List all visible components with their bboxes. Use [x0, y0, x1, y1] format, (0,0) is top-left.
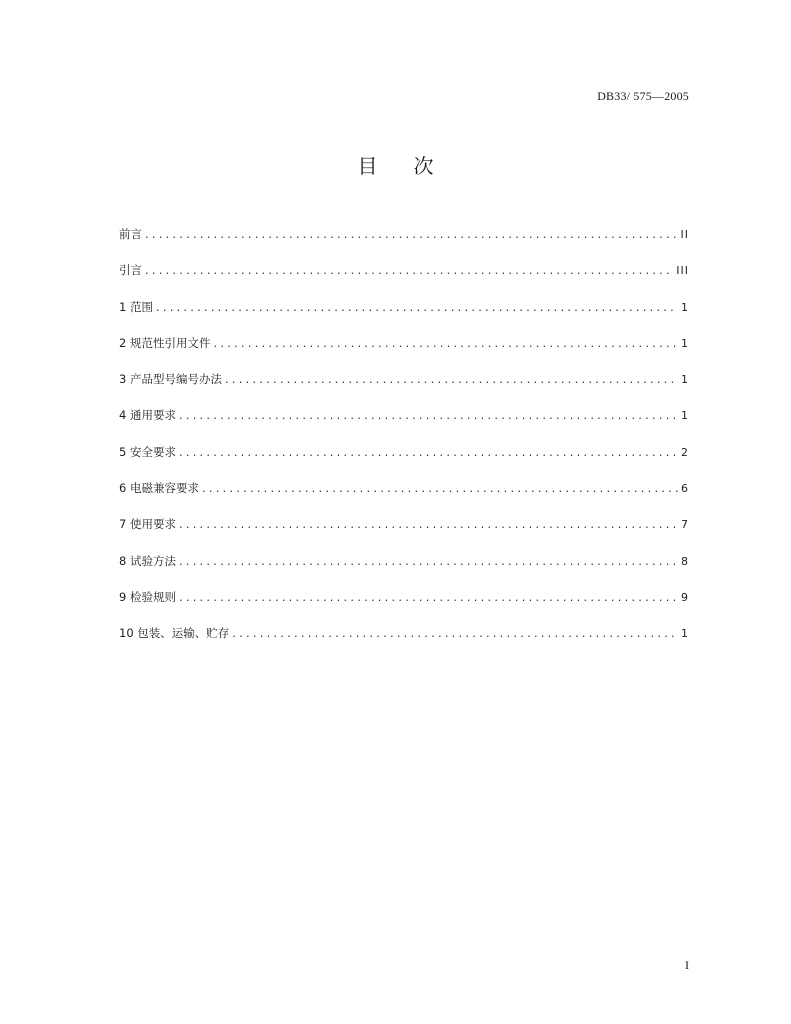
- toc-entry-page: 1: [681, 336, 689, 350]
- toc-entry-page: III: [676, 264, 689, 278]
- toc-entry-label: 前言: [119, 227, 142, 241]
- toc-entry-label: 引言: [119, 263, 142, 278]
- toc-entry-emc-requirements[interactable]: [119, 480, 689, 516]
- toc-entry-normative-references[interactable]: [119, 335, 689, 371]
- toc-entry-label: 4 通用要求: [119, 408, 176, 423]
- toc-leader-dots: [232, 626, 678, 640]
- toc-entry-page: 9: [681, 590, 689, 604]
- toc-leader-dots: [156, 300, 678, 314]
- toc-leader-dots: [179, 590, 678, 604]
- toc-entry-page: 2: [681, 445, 689, 459]
- title-char-1: 目: [357, 154, 378, 178]
- toc-entry-inspection-rules[interactable]: [119, 589, 689, 625]
- toc-entry-label: 10 包装、运输、贮存: [119, 626, 230, 641]
- toc-entry-label: 1 范围: [119, 299, 153, 314]
- toc-entry-usage-requirements[interactable]: [119, 516, 689, 552]
- toc-leader-dots: [179, 517, 678, 531]
- toc-entry-introduction[interactable]: [119, 262, 689, 298]
- toc-leader-dots: [179, 445, 678, 459]
- toc-entry-model-numbering[interactable]: [119, 371, 689, 407]
- toc-entry-page: 1: [681, 409, 689, 423]
- toc-entry-label: 5 安全要求: [119, 444, 176, 459]
- toc-entry-foreword[interactable]: [119, 226, 689, 262]
- toc-entry-test-methods[interactable]: [119, 553, 689, 589]
- toc-entry-label: 3 产品型号编号办法: [119, 372, 222, 387]
- toc-leader-dots: [202, 481, 678, 495]
- toc-leader-dots: [145, 263, 673, 277]
- toc-entry-label: 9 检验规则: [119, 589, 176, 604]
- toc-entry-safety-requirements[interactable]: [119, 444, 689, 480]
- title-char-2: 次: [413, 154, 434, 178]
- toc-entry-page: 1: [681, 300, 689, 314]
- toc-entry-page: 1: [681, 627, 689, 641]
- toc-leader-dots: [145, 227, 678, 241]
- toc-entry-label: 6 电磁兼容要求: [119, 481, 199, 496]
- toc-entry-page: 1: [681, 373, 689, 387]
- toc-entry-label: 7 使用要求: [119, 517, 176, 532]
- toc-leader-dots: [213, 336, 678, 350]
- toc-entry-page: II: [680, 228, 689, 241]
- toc-leader-dots: [179, 554, 678, 568]
- page-number: I: [685, 958, 689, 972]
- toc-entry-general-requirements[interactable]: [119, 407, 689, 443]
- document-code: DB33/ 575—2005: [597, 89, 689, 103]
- toc-entry-packaging-transport-storage[interactable]: [119, 625, 689, 661]
- toc-leader-dots: [225, 372, 678, 386]
- toc-entry-page: 7: [681, 518, 689, 532]
- page-title: [0, 150, 791, 179]
- toc-leader-dots: [179, 408, 678, 422]
- toc-entry-label: 2 规范性引用文件: [119, 335, 211, 350]
- toc-entry-label: 8 试验方法: [119, 553, 176, 568]
- table-of-contents: [119, 226, 689, 662]
- toc-entry-page: 6: [681, 482, 689, 496]
- toc-entry-scope[interactable]: [119, 299, 689, 335]
- toc-entry-page: 8: [681, 554, 689, 568]
